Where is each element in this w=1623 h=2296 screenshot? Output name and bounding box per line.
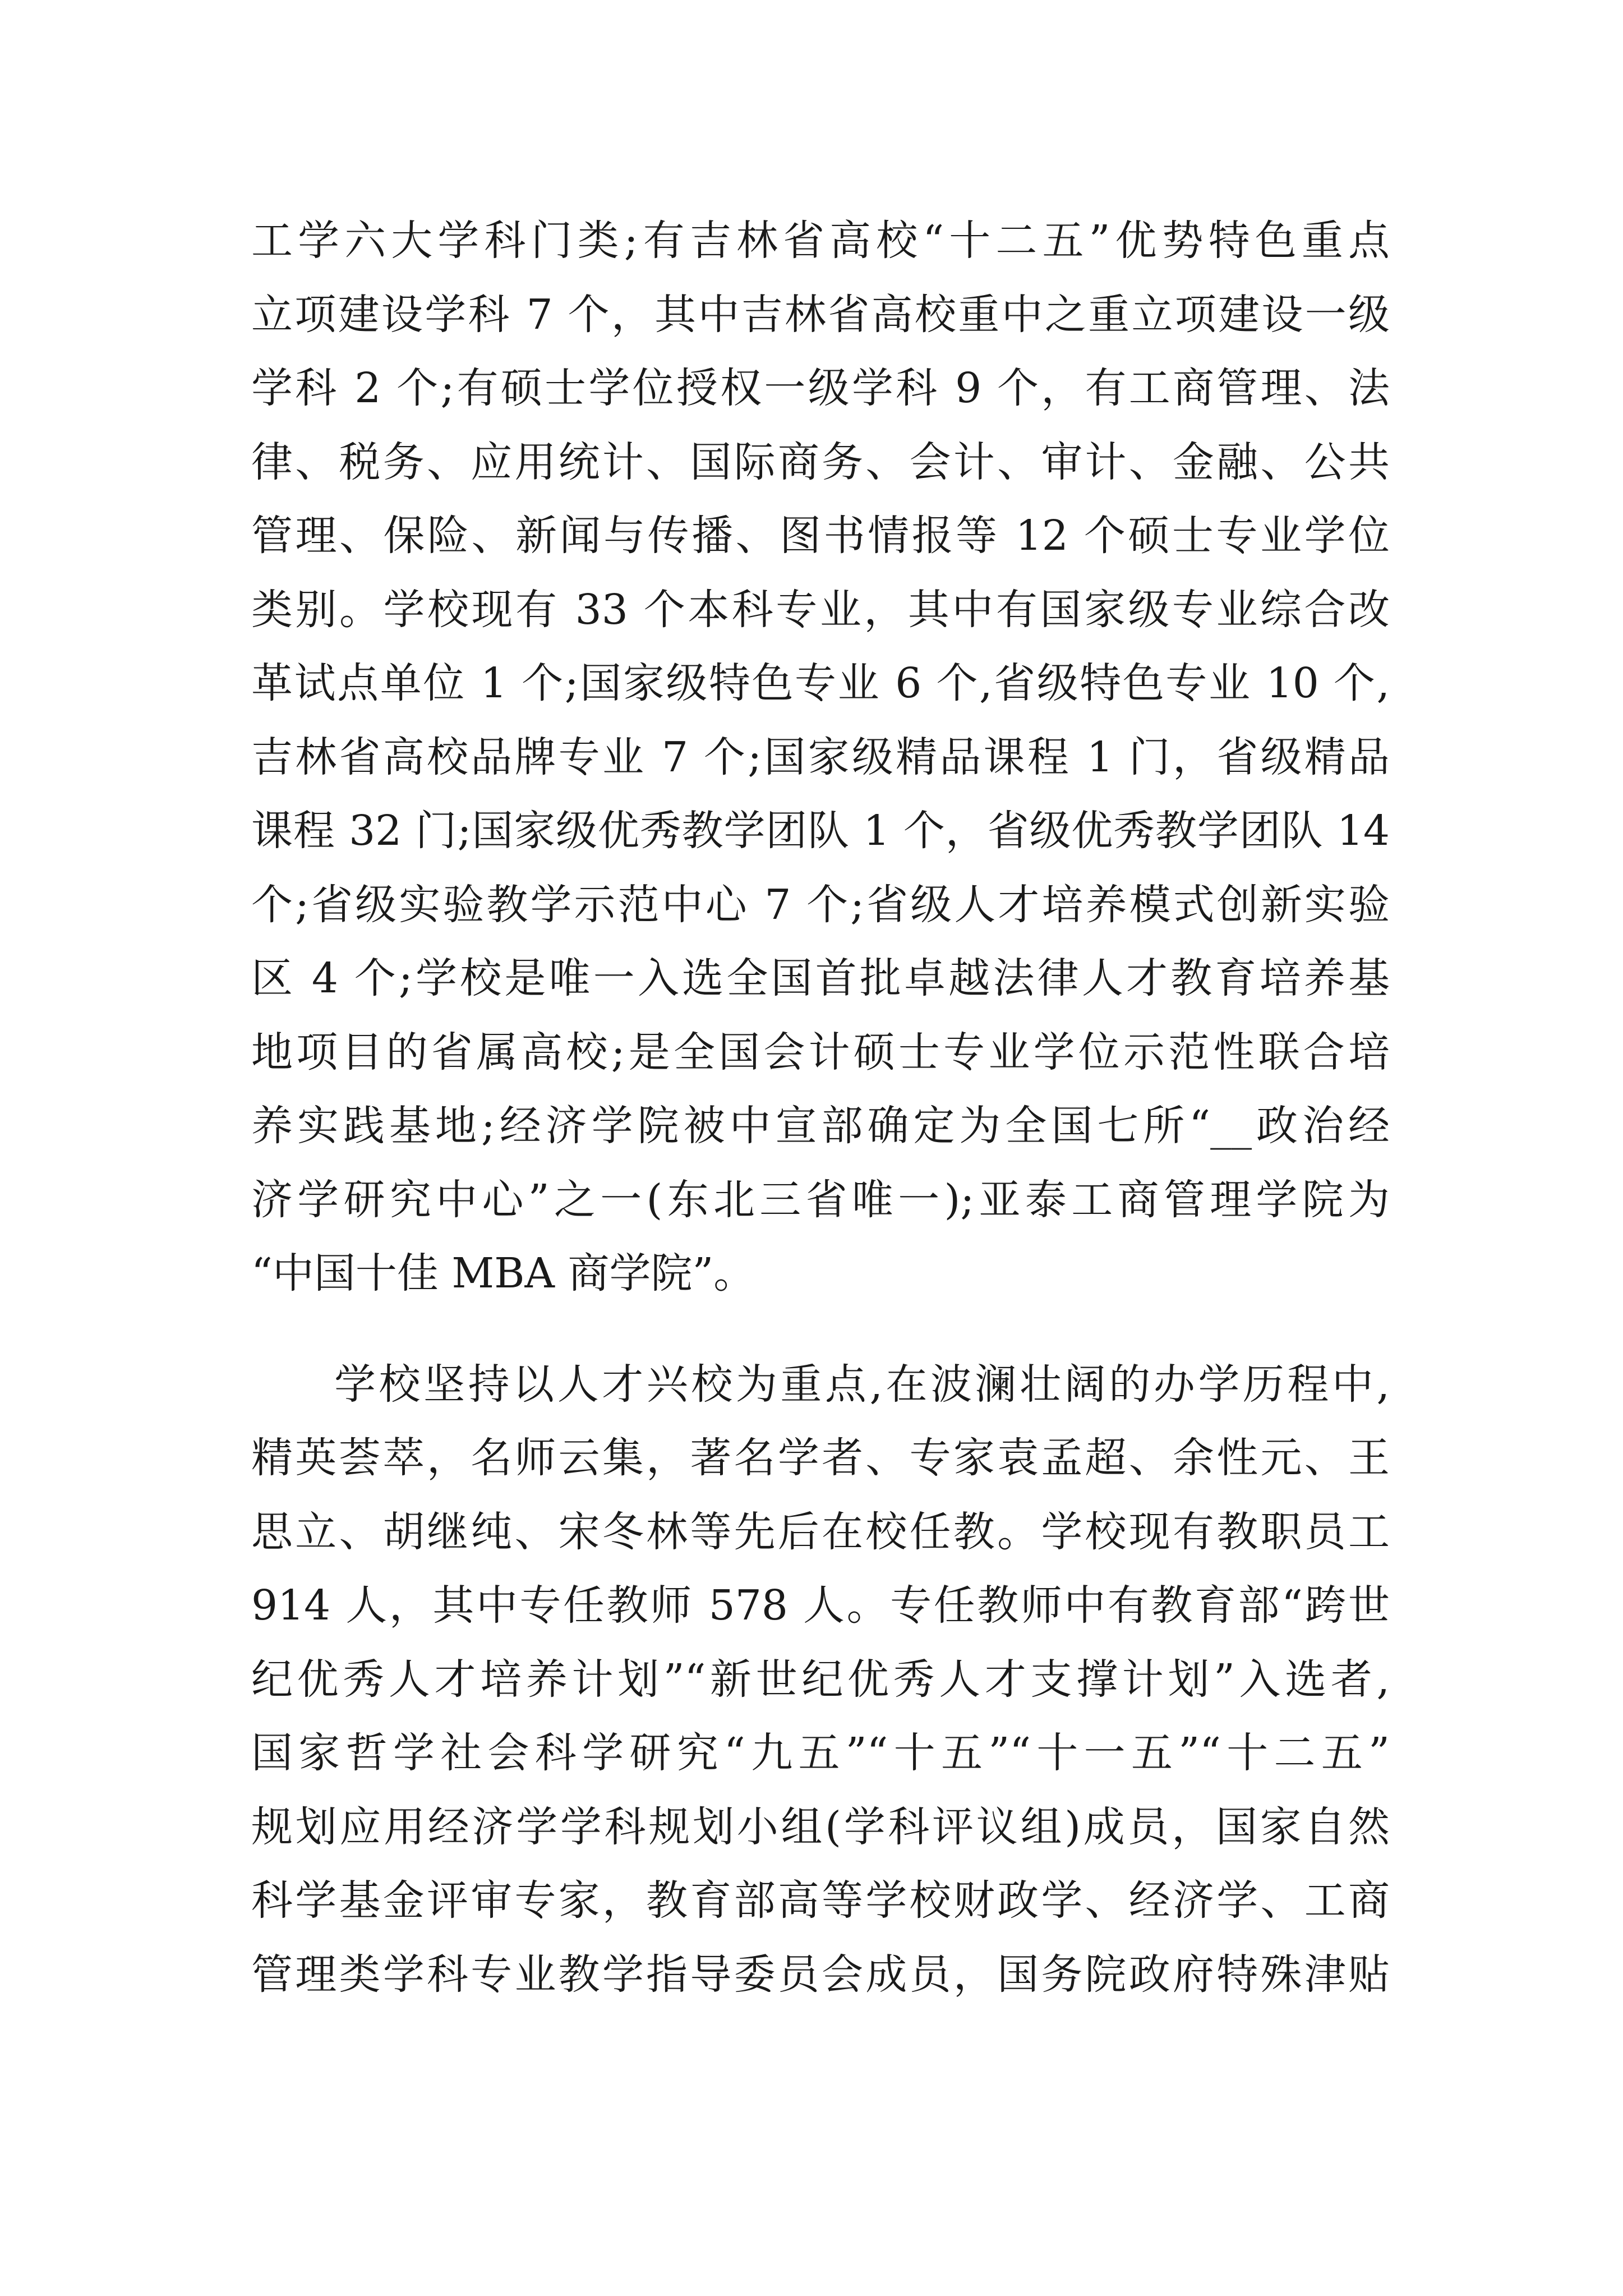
text-line: 管理、保险、新闻与传播、图书情报等 12 个硕士专业学位 bbox=[251, 512, 1390, 560]
text-line: 精英荟萃，名师云集，著名学者、专家袁孟超、余性元、王 bbox=[251, 1434, 1390, 1482]
paragraph-1 bbox=[251, 204, 1390, 1311]
text-line: 管理类学科专业教学指导委员会成员，国务院政府特殊津贴 bbox=[251, 1950, 1390, 1999]
text-line: 学校坚持以人才兴校为重点,在波澜壮阔的办学历程中, bbox=[334, 1360, 1390, 1409]
text-line: 养实践基地;经济学院被中宣部确定为全国七所“__政治经 bbox=[251, 1102, 1390, 1150]
text-line: 课程 32 门;国家级优秀教学团队 1 个，省级优秀教学团队 14 bbox=[251, 807, 1390, 855]
text-line: 地项目的省属高校;是全国会计硕士专业学位示范性联合培 bbox=[251, 1028, 1390, 1076]
text-line: 革试点单位 1 个;国家级特色专业 6 个,省级特色专业 10 个, bbox=[251, 659, 1390, 707]
text-line: 规划应用经济学学科规划小组(学科评议组)成员，国家自然 bbox=[251, 1802, 1390, 1851]
text-line: 吉林省高校品牌专业 7 个;国家级精品课程 1 门，省级精品 bbox=[251, 733, 1390, 781]
text-line: 思立、胡继纯、宋冬林等先后在校任教。学校现有教职员工 bbox=[251, 1507, 1390, 1556]
paragraph-gap bbox=[251, 1311, 1390, 1348]
text-line: 立项建设学科 7 个，其中吉林省高校重中之重立项建设一级 bbox=[251, 290, 1390, 339]
text-line: “中国十佳 MBA 商学院”。 bbox=[251, 1249, 755, 1297]
text-line: 类别。学校现有 33 个本科专业，其中有国家级专业综合改 bbox=[251, 585, 1390, 634]
text-line: 学科 2 个;有硕士学位授权一级学科 9 个，有工商管理、法 bbox=[251, 364, 1390, 412]
text-line: 科学基金评审专家，教育部高等学校财政学、经济学、工商 bbox=[251, 1876, 1390, 1925]
text-line: 个;省级实验教学示范中心 7 个;省级人才培养模式创新实验 bbox=[251, 880, 1390, 929]
paragraph-2 bbox=[251, 1348, 1390, 2012]
text-line: 区 4 个;学校是唯一入选全国首批卓越法律人才教育培养基 bbox=[251, 954, 1390, 1002]
text-line: 914 人，其中专任教师 578 人。专任教师中有教育部“跨世 bbox=[251, 1581, 1390, 1630]
text-line: 纪优秀人才培养计划”“新世纪优秀人才支撑计划”入选者, bbox=[251, 1655, 1390, 1704]
text-line: 律、税务、应用统计、国际商务、会计、审计、金融、公共 bbox=[251, 438, 1390, 486]
text-line: 济学研究中心”之一(东北三省唯一);亚泰工商管理学院为 bbox=[251, 1175, 1390, 1224]
body-text bbox=[251, 204, 1390, 2012]
text-line: 国家哲学社会科学研究“九五”“十五”“十一五”“十二五” bbox=[251, 1729, 1390, 1777]
text-line: 工学六大学科门类;有吉林省高校“十二五”优势特色重点 bbox=[251, 217, 1390, 265]
